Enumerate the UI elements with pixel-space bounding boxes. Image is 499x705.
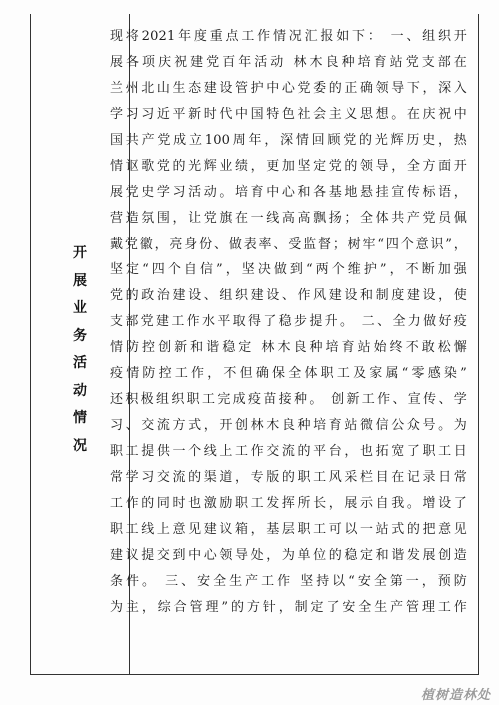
body-line: 支部党建工作水平取得了稳步提升。 二、全力做好疫 (110, 314, 467, 330)
body-line: 为主，综合管理”的方针，制定了安全生产管理工作 (110, 599, 467, 615)
row-label-char: 动 (73, 382, 87, 399)
body-line: 情讴歌党的光辉业绩，更加坚定党的领导，全方面开 (110, 158, 467, 174)
watermark-text: 植树造林处 (420, 688, 491, 703)
body-line: 展党史学习活动。培育中心和各基地悬挂宣传标语， (110, 184, 467, 200)
row-label-char: 开 (73, 245, 87, 261)
body-line: 戴党徽，亮身份、做表率、受监督；树牢“四个意识”， (110, 236, 467, 252)
body-line: 坚定“四个自信”，坚决做到“两个维护”，不断加强 (110, 262, 467, 278)
body-line: 还积极组织职工完成疫苗接种。 创新工作、宣传、学 (110, 392, 467, 408)
body-line: 工作的同时也激励职工发挥所长，展示自我。增设了 (110, 495, 467, 511)
row-label-char: 业 (73, 300, 87, 316)
body-line: 营造氛围，让党旗在一线高高飘扬；全体共产党员佩 (110, 210, 467, 226)
body-line: 常学习交流的渠道，专版的职工风采栏目在记录日常 (110, 469, 467, 485)
body-line: 展各项庆祝建党百年活动 林木良种培育站党支部在 (110, 54, 467, 70)
row-label-char: 活 (73, 355, 87, 371)
body-line: 职工提供一个线上工作交流的平台，也拓宽了职工日 (110, 444, 467, 459)
body-line: 兰州北山生态建设管护中心党委的正确领导下，深入 (110, 80, 467, 96)
report-body (110, 24, 467, 621)
body-line: 现将2021年度重点工作情况汇报如下： 一、组织开 (110, 29, 467, 44)
row-label-char: 务 (73, 327, 87, 344)
body-line: 职工线上意见建议箱，基层职工可以一站式的把意见 (110, 521, 467, 537)
body-line: 疫情防控工作，不但确保全体职工及家属“零感染” (110, 366, 467, 382)
body-line: 习、交流方式，开创林木良种培育站微信公众号。为 (110, 418, 467, 434)
row-label-char: 展 (73, 272, 87, 289)
row-label-char: 况 (73, 437, 87, 454)
row-label-char: 情 (73, 410, 87, 426)
body-line: 条件。 三、安全生产工作 坚持以“安全第一，预防 (110, 573, 467, 589)
row-label-vertical (69, 246, 91, 466)
body-line: 国共产党成立100周年，深情回顾党的光辉历史，热 (110, 132, 467, 148)
body-line: 学习习近平新时代中国特色社会主义思想。在庆祝中 (110, 106, 467, 122)
body-line: 党的政治建设、组织建设、作风建设和制度建设，使 (110, 288, 467, 304)
body-line: 情防控创新和谐稳定 林木良种培育站始终不敢松懈 (110, 340, 467, 356)
body-line: 建议提交到中心领导处，为单位的稳定和谐发展创造 (110, 547, 467, 563)
